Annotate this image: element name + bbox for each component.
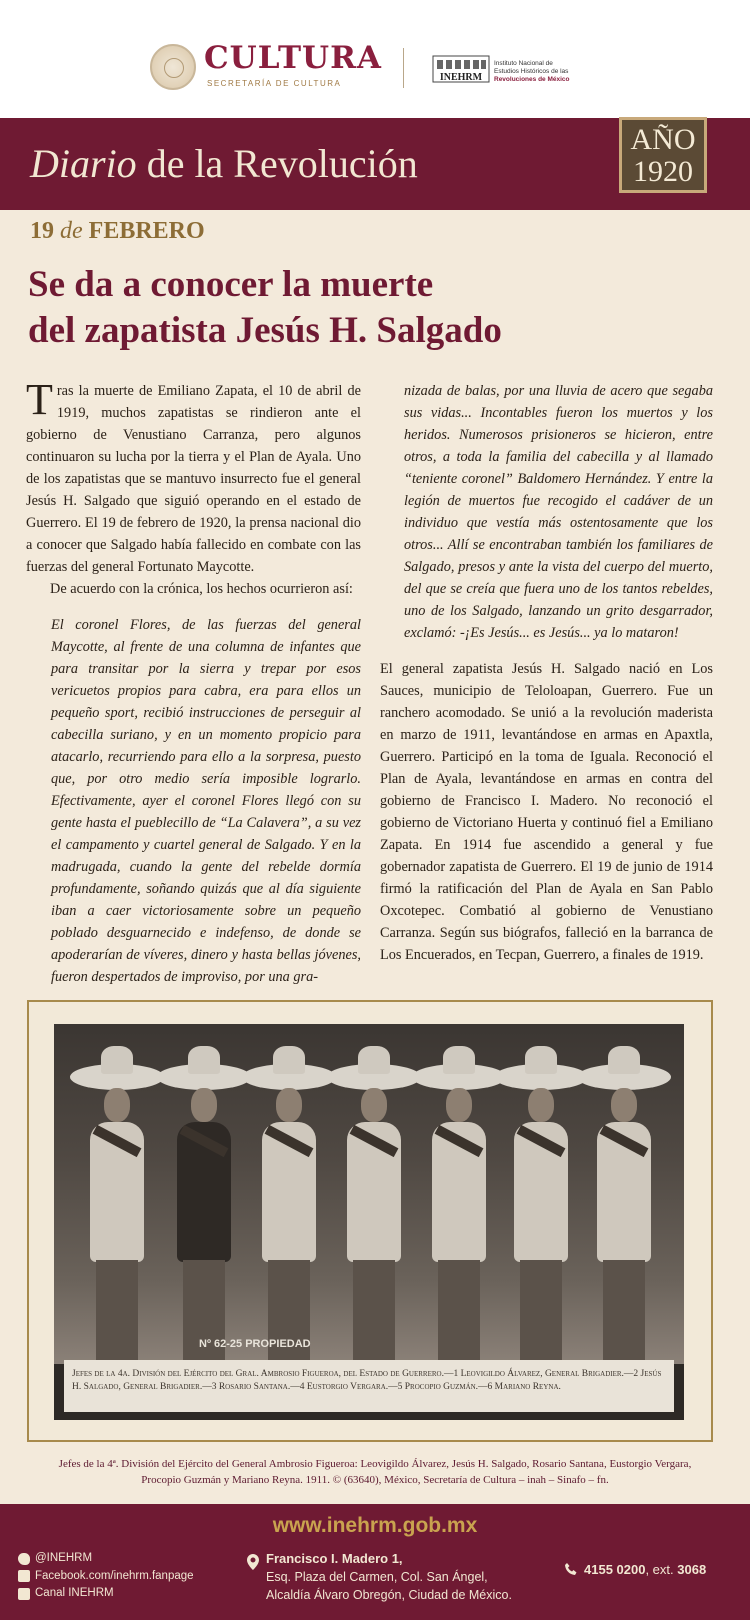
secretaria-subtitle: SECRETARÍA DE CULTURA (207, 79, 342, 88)
phone-ext-label: , ext. (645, 1562, 678, 1577)
date-day: 19 (30, 218, 54, 244)
chronicle-quote-part2: nizada de balas, por una lluvia de acero que segaba sus vidas... Incontables fueron los muertos y los heridos. Numerosos prisioneros se hicieron, entre otros, a toda la familia del cabecilla y al llamado “teniente coronel” Baldomero Hernández. Y entre la legión de muertos fue recogido el cadáver de un individuo que vestía más ostentosamente que los otros... Allí se encontraban también los familiares de Salgado, presos y ante la vista del cuerpo del muerto, del que se creía que fuera uno de los tantos rebeldes, uno de los Salgado, lanzando un grito desgarrador, exclamó: -¡Es Jesús... es Jesús... ya lo mataron! (404, 383, 713, 641)
inehrm-building-icon (431, 54, 491, 84)
date-month: FEBRERO (88, 218, 205, 244)
year-value: 1920 (633, 155, 693, 188)
youtube-link[interactable] (18, 1585, 194, 1603)
website-link[interactable]: www.inehrm.gob.mx (272, 1514, 478, 1537)
soldier-figure (424, 1064, 494, 1364)
headline-line1: Se da a conocer la muerte (28, 264, 434, 305)
twitter-link[interactable] (18, 1550, 194, 1568)
address-line2: Esq. Plaza del Carmen, Col. San Ángel, (266, 1570, 488, 1584)
soldier-figure (82, 1064, 152, 1364)
publication-title-italic: Diario (30, 141, 137, 186)
facebook-url: Facebook.com/inehrm.fanpage (35, 1569, 194, 1582)
paragraph-intro (26, 375, 361, 578)
inehrm-line2: Estudios Históricos de las (494, 68, 569, 75)
photo-caption: Jefes de la 4ª. División del Ejército del General Ambrosio Figueroa: Leovigildo Álvarez, Jesús H. Salgado, Rosario Santana, Eustorgio Vergara, Procopio Guzmán y Mariano Reyna. 1911. © (63640), México, Secretaría de Cultura – inah – Sinafo – fn. (58, 1458, 692, 1486)
publication-title (30, 140, 418, 187)
facebook-icon (18, 1570, 30, 1582)
soldier-figure (506, 1064, 576, 1364)
soldier-figure (254, 1064, 324, 1364)
youtube-channel: Canal INEHRM (35, 1587, 114, 1599)
dropcap: T (26, 375, 53, 424)
phone-ext: 3068 (677, 1562, 707, 1577)
soldier-figure (169, 1064, 239, 1364)
paragraph-intro-text: ras la muerte de Emiliano Zapata, el 10 de abril de 1919, muchos zapatistas se rindieron ante el gobierno de Venustiano Carranza, pero algunos continuaron su lucha por la tierra y el Plan de Ayala. Uno de los zapatistas que se mantuvo insurrecto fue el general Jesús H. Salgado que siguió operando en el estado de Guerrero. El 19 de febrero de 1920, la prensa nacional dio a conocer que Salgado había fallecido en combate con las fuerzas del general Fortunato Maycotte. (26, 383, 361, 575)
social-links (18, 1550, 194, 1603)
article-date (30, 218, 205, 245)
article-left-column (26, 375, 361, 988)
date-connector: de (60, 218, 83, 244)
address-line3: Alcaldía Álvaro Obregón, Ciudad de México. (266, 1588, 512, 1602)
article-right-column (380, 380, 713, 966)
publication-title-rest: de la Revolución (136, 141, 418, 186)
inehrm-full-name (494, 60, 584, 84)
soldier-figure (589, 1064, 659, 1364)
inehrm-line1: Instituto Nacional de (494, 60, 553, 67)
phone-main: 4155 0200 (584, 1562, 646, 1577)
facebook-link[interactable] (18, 1568, 194, 1586)
twitter-icon (18, 1553, 30, 1565)
address-street: Francisco I. Madero 1, (266, 1551, 403, 1566)
youtube-icon (18, 1588, 30, 1600)
year-label: AÑO (630, 123, 696, 156)
historical-photo (54, 1024, 684, 1420)
phone-number (564, 1562, 706, 1577)
svg-text:INEHRM: INEHRM (439, 72, 483, 83)
cultura-logo-text: CULTURA (204, 40, 382, 76)
chronicle-quote-part1: El coronel Flores, de las fuerzas del general Maycotte, al frente de una columna de infantes que para transitar por la sierra y trepar por esos vericuetos propios para cabra, era para ellos un pequeño sport, recibió instrucciones de perseguir al cabecilla suriano, y en un momento propicio para atacarlo, recurriendo para ello a la sorpresa, puesto que, por otro medio sería imposible lograrlo. Efectivamente, ayer el coronel Flores llegó con su gente hasta el pueblecillo de “La Calavera”, a su vez el campamento y cuartel general de Salgado. Y en la madrugada, cuando la gente del rebelde dormía profundamente, soñando quizás que al día siguiente iban a caer victoriosamente sobre un pequeño poblado desguarnecido e indefenso, de donde se apoderarían de víveres, dinero y hasta bellas jóvenes, fueron despertados de improviso, por una gra- (51, 617, 361, 985)
twitter-handle: @INEHRM (35, 1552, 93, 1564)
paragraph-chronicle-intro: De acuerdo con la crónica, los hechos ocurrieron así: (50, 581, 353, 597)
seal-icon (150, 44, 196, 90)
header-divider (403, 48, 404, 88)
photo-scene (54, 1024, 684, 1364)
inehrm-line3: Revoluciones de México (494, 76, 570, 83)
headline-line2: del zapatista Jesús H. Salgado (28, 310, 502, 351)
photo-stamp: Nº 62-25 PROPIEDAD (199, 1338, 311, 1350)
soldier-figure (339, 1064, 409, 1364)
photo-frame (27, 1000, 713, 1442)
headline (28, 262, 718, 354)
paragraph-biography: El general zapatista Jesús H. Salgado nació en Los Sauces, municipio de Teloloapan, Guerrero. Fue un ranchero acomodado. Se unió a la revolución maderista en marzo de 1911, levantándose en armas en Apaxtla, Guerrero. Participó en la toma de Iguala. Reconoció el Plan de Ayala, levantándose en armas en contra del gobierno de Francisco I. Madero. No reconoció el gobierno de Victoriano Huerta y continuó fiel a Emiliano Zapata. En 1914 fue ascendido a general y fue gobernador zapatista de Guerrero. El 19 de junio de 1914 firmó la ratificación del Plan de Ayala en San Pablo Oxcotepec. Combatió al gobierno de Venustiano Carranza. Según sus biógrafos, falleció en la barranca de Los Encuerados, en Tecpan, Guerrero, a finales de 1919. (380, 661, 713, 963)
year-box (619, 117, 707, 193)
photo-printed-caption: Jefes de la 4a. División del Ejército del Gral. Ambrosio Figueroa, del Estado de Guerrero.—1 Leovigildo Álvarez, General Brigadier.—2 Jesús H. Salgado, General Brigadier.—3 Rosario Santana.—4 Eustorgio Vergara.—5 Procopio Guzmán.—6 Mariano Reyna. (64, 1360, 674, 1412)
address (248, 1550, 512, 1604)
